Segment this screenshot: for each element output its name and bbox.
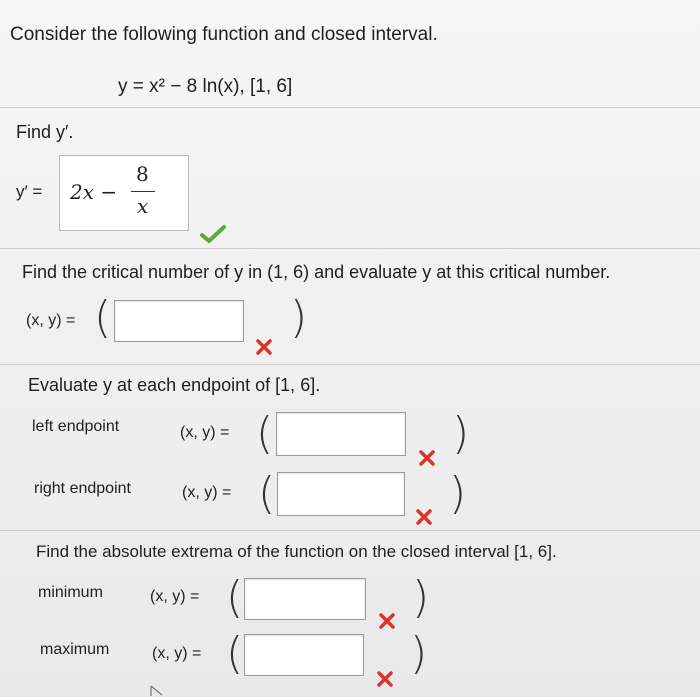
left-endpoint-input[interactable] [276, 412, 406, 456]
maximum-close-paren: ) [410, 628, 428, 679]
right-endpoint-eq: (x, y) = [182, 484, 232, 501]
section-divider [0, 364, 700, 365]
maximum-eq: (x, y) = [152, 645, 202, 662]
section-divider [0, 107, 700, 108]
critical-close-paren: ) [290, 292, 308, 343]
minimum-label: minimum [38, 584, 103, 601]
derivative-answer-denominator: x [137, 194, 149, 218]
section-divider [0, 530, 700, 531]
left-endpoint-label: left endpoint [32, 418, 120, 435]
critical-open-paren: ( [94, 292, 112, 343]
endpoints-prompt: Evaluate y at each endpoint of [1, 6]. [28, 375, 321, 395]
cross-icon [376, 670, 394, 688]
right-endpoint-input[interactable] [277, 472, 405, 516]
maximum-open-paren: ( [226, 628, 244, 679]
derivative-prompt: Find y′. [16, 122, 74, 142]
minimum-eq: (x, y) = [150, 588, 200, 605]
extrema-prompt: Find the absolute extrema of the function on the closed interval [1, 6]. [36, 542, 557, 561]
function-equation: y = x² − 8 ln(x), [1, 6] [118, 76, 293, 97]
mouse-cursor-icon [150, 685, 164, 697]
fraction-bar [131, 191, 155, 192]
left-close-paren: ) [452, 408, 470, 459]
cross-icon [415, 508, 433, 526]
critical-label: (x, y) = [26, 312, 76, 329]
right-open-paren: ( [258, 468, 276, 519]
derivative-answer-numerator: 8 [136, 162, 149, 186]
critical-prompt: Find the critical number of y in (1, 6) and evaluate y at this critical number. [22, 262, 611, 282]
right-endpoint-label: right endpoint [34, 480, 131, 497]
cross-icon [418, 449, 436, 467]
right-close-paren: ) [449, 468, 467, 519]
maximum-input[interactable] [244, 634, 364, 676]
check-icon [200, 224, 226, 244]
derivative-answer-box[interactable] [59, 155, 189, 231]
question-intro: Consider the following function and closed interval. [10, 24, 438, 45]
minimum-open-paren: ( [226, 572, 244, 623]
derivative-label: y′ = [16, 182, 43, 201]
section-divider [0, 248, 700, 249]
minimum-close-paren: ) [412, 572, 430, 623]
left-endpoint-eq: (x, y) = [180, 424, 230, 441]
maximum-label: maximum [40, 641, 110, 658]
cross-icon [378, 612, 396, 630]
minimum-input[interactable] [244, 578, 366, 620]
cross-icon [255, 338, 273, 356]
critical-point-input[interactable] [114, 300, 244, 342]
left-open-paren: ( [256, 408, 274, 459]
derivative-answer-term: 2x − [70, 180, 118, 204]
